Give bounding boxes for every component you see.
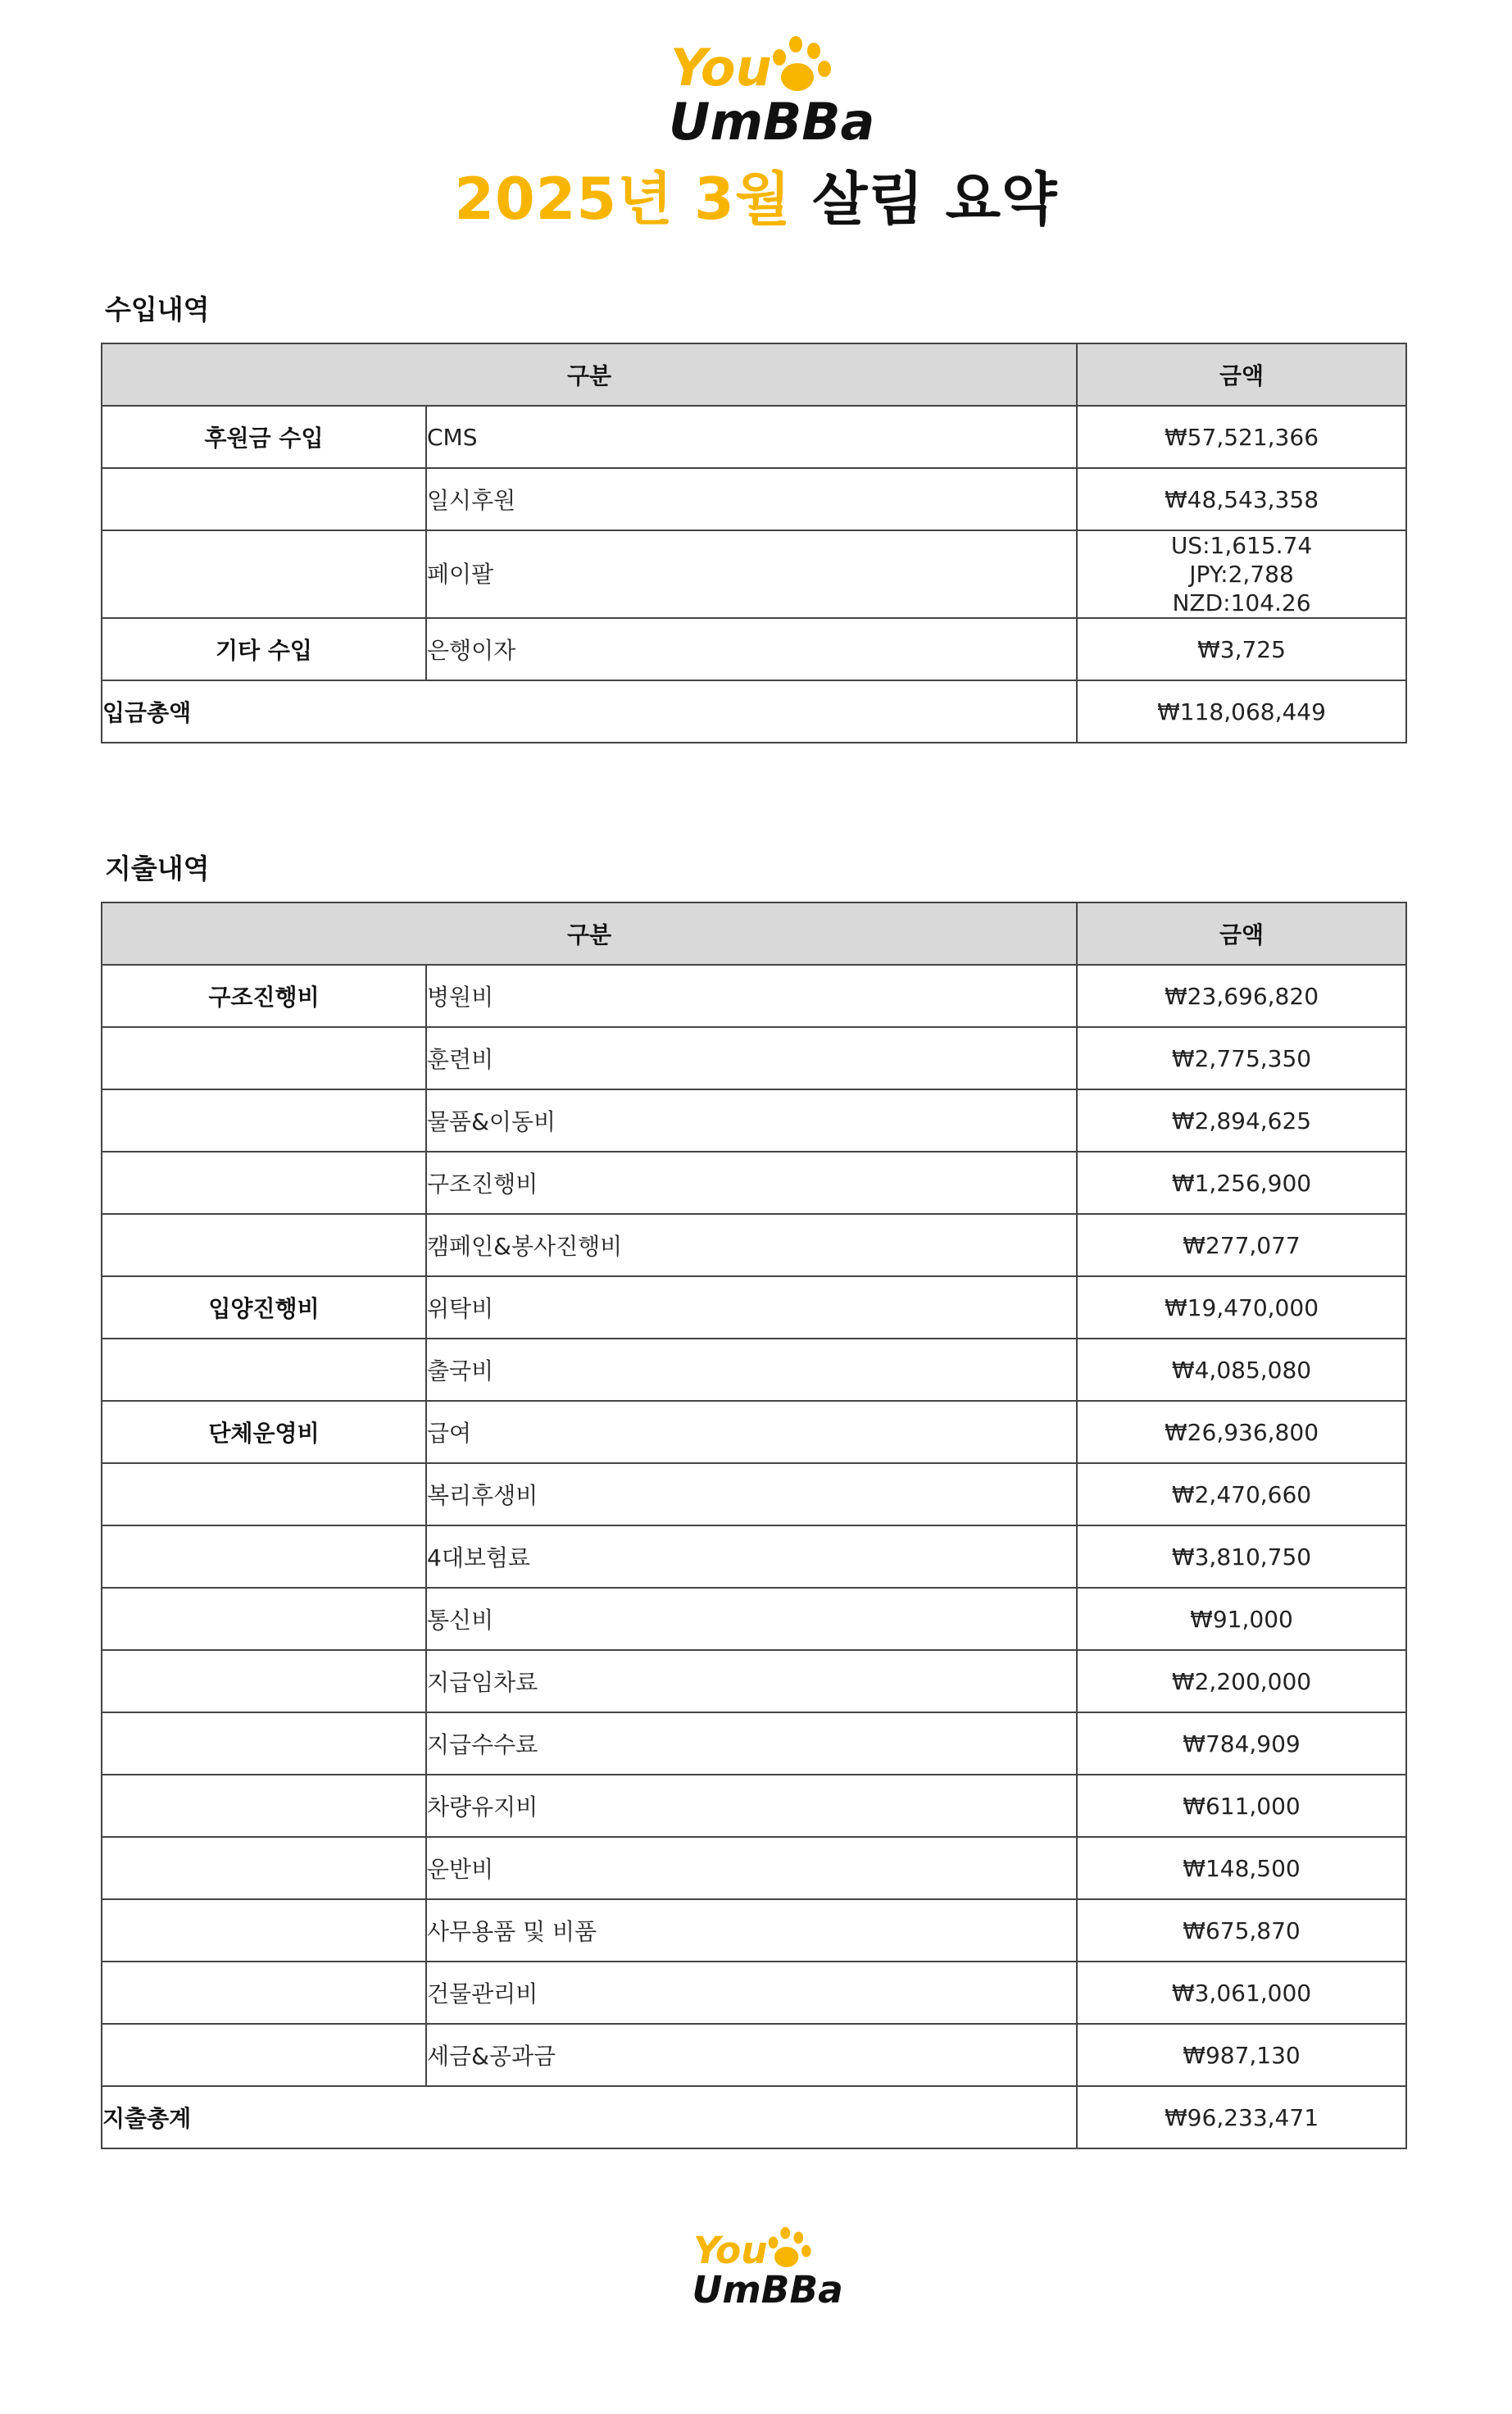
category-cell (102, 1712, 426, 1775)
table-row (102, 1152, 1406, 1214)
item-cell: 지급수수료 (426, 1712, 1077, 1775)
income-header-row (102, 343, 1406, 406)
item-cell: 출국비 (426, 1339, 1077, 1401)
amount-cell: ₩3,061,000 (1077, 1962, 1406, 2024)
table-row (102, 1027, 1406, 1089)
expense-table (101, 902, 1407, 2149)
paw-logo-icon (662, 26, 874, 152)
table-row (102, 1962, 1406, 2024)
table-row (102, 468, 1406, 530)
expense-header-row (102, 902, 1406, 965)
category-cell (102, 530, 426, 618)
table-row (102, 1775, 1406, 1837)
item-cell: 위탁비 (426, 1276, 1077, 1339)
amount-cell: ₩2,775,350 (1077, 1027, 1406, 1089)
amount-cell: ₩2,894,625 (1077, 1089, 1406, 1152)
table-row (102, 1899, 1406, 1962)
table-row (102, 1837, 1406, 1899)
table-row (102, 1401, 1406, 1463)
table-row (102, 1089, 1406, 1152)
youumbba-logo (662, 26, 874, 152)
category-cell (102, 1463, 426, 1525)
table-row (102, 530, 1406, 618)
youumbba-footer-logo (687, 2220, 843, 2312)
table-row (102, 1339, 1406, 1401)
table-row (102, 1276, 1406, 1339)
amount-cell: ₩277,077 (1077, 1214, 1406, 1276)
paw-logo-footer-icon (687, 2220, 843, 2312)
category-cell (102, 2024, 426, 2086)
category-cell (102, 1775, 426, 1837)
expense-heading: 지출내역 (105, 852, 210, 884)
category-cell (102, 1899, 426, 1962)
amount-usd: US:1,615.74 (1170, 532, 1313, 559)
amount-cell: ₩19,470,000 (1077, 1276, 1406, 1339)
expense-header-amount: 금액 (1077, 902, 1406, 965)
footer-logo-line2: UmBBa (692, 2268, 843, 2312)
amount-cell: ₩987,130 (1077, 2024, 1406, 2086)
amount-cell: ₩23,696,820 (1077, 965, 1406, 1027)
total-amount: ₩118,068,449 (1077, 680, 1406, 743)
footer-logo-line1: You (692, 2228, 768, 2272)
amount-nzd: NZD:104.26 (1172, 589, 1311, 616)
category-cell: 입양진행비 (102, 1276, 426, 1339)
amount-cell-multi (1077, 530, 1406, 618)
item-cell: 은행이자 (426, 618, 1077, 680)
table-row (102, 406, 1406, 468)
amount-cell: ₩26,936,800 (1077, 1401, 1406, 1463)
category-cell (102, 1650, 426, 1712)
total-amount: ₩96,233,471 (1077, 2086, 1406, 2148)
category-cell (102, 1525, 426, 1588)
category-cell: 단체운영비 (102, 1401, 426, 1463)
income-header-category: 구분 (102, 343, 1077, 406)
income-heading: 수입내역 (105, 293, 210, 325)
amount-jpy: JPY:2,788 (1189, 561, 1294, 588)
item-cell: 구조진행비 (426, 1152, 1077, 1214)
table-row (102, 1712, 1406, 1775)
expense-rows (102, 965, 1406, 2086)
total-label: 입금총액 (102, 680, 1077, 743)
table-row (102, 965, 1406, 1027)
logo-line1: You (670, 38, 772, 98)
table-row (102, 1650, 1406, 1712)
item-cell: 지급임차료 (426, 1650, 1077, 1712)
amount-cell: ₩611,000 (1077, 1775, 1406, 1837)
paw-icon (773, 36, 831, 91)
table-row (102, 1588, 1406, 1650)
amount-cell: ₩2,200,000 (1077, 1650, 1406, 1712)
category-cell (102, 1027, 426, 1089)
income-header-amount: 금액 (1077, 343, 1406, 406)
expense-total-row (102, 2086, 1406, 2148)
item-cell: 통신비 (426, 1588, 1077, 1650)
item-cell: 복리후생비 (426, 1463, 1077, 1525)
item-cell: 페이팔 (426, 530, 1077, 618)
category-cell (102, 1152, 426, 1214)
amount-cell: ₩91,000 (1077, 1588, 1406, 1650)
category-cell (102, 1214, 426, 1276)
category-cell: 구조진행비 (102, 965, 426, 1027)
footer-paw-icon (768, 2227, 810, 2267)
expense-header-category: 구분 (102, 902, 1077, 965)
amount-cell: ₩2,470,660 (1077, 1463, 1406, 1525)
item-cell: 병원비 (426, 965, 1077, 1027)
item-cell: 물품&이동비 (426, 1089, 1077, 1152)
item-cell: 급여 (426, 1401, 1077, 1463)
item-cell: 일시후원 (426, 468, 1077, 530)
item-cell: CMS (426, 406, 1077, 468)
amount-cell: ₩784,909 (1077, 1712, 1406, 1775)
income-table (101, 343, 1407, 743)
amount-cell: ₩675,870 (1077, 1899, 1406, 1962)
item-cell: 세금&공과금 (426, 2024, 1077, 2086)
amount-cell: ₩1,256,900 (1077, 1152, 1406, 1214)
total-label: 지출총계 (102, 2086, 1077, 2148)
logo-line2: UmBBa (668, 92, 874, 152)
category-cell (102, 1089, 426, 1152)
amount-cell: ₩148,500 (1077, 1837, 1406, 1899)
category-cell (102, 1962, 426, 2024)
amount-cell: ₩57,521,366 (1077, 406, 1406, 468)
amount-cell: ₩48,543,358 (1077, 468, 1406, 530)
amount-cell: ₩3,810,750 (1077, 1525, 1406, 1588)
category-cell: 후원금 수입 (102, 406, 426, 468)
title-highlight: 2025년 3월 (454, 166, 792, 233)
table-row (102, 2024, 1406, 2086)
category-cell (102, 1339, 426, 1401)
item-cell: 훈련비 (426, 1027, 1077, 1089)
category-cell (102, 468, 426, 530)
item-cell: 건물관리비 (426, 1962, 1077, 2024)
title-rest: 살림 요약 (811, 166, 1058, 233)
table-row (102, 1214, 1406, 1276)
item-cell: 운반비 (426, 1837, 1077, 1899)
item-cell: 차량유지비 (426, 1775, 1077, 1837)
table-row (102, 618, 1406, 680)
item-cell: 사무용품 및 비품 (426, 1899, 1077, 1962)
item-cell: 캠페인&봉사진행비 (426, 1214, 1077, 1276)
amount-cell: ₩3,725 (1077, 618, 1406, 680)
item-cell: 4대보험료 (426, 1525, 1077, 1588)
table-row (102, 1525, 1406, 1588)
category-cell (102, 1588, 426, 1650)
income-total-row (102, 680, 1406, 743)
category-cell: 기타 수입 (102, 618, 426, 680)
amount-cell: ₩4,085,080 (1077, 1339, 1406, 1401)
page-title (0, 162, 1512, 236)
category-cell (102, 1837, 426, 1899)
table-row (102, 1463, 1406, 1525)
